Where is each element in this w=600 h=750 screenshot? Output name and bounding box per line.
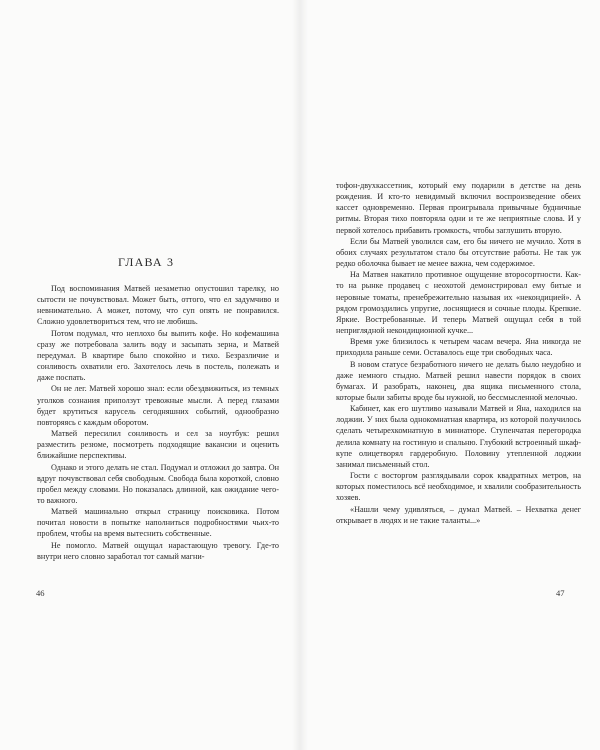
paragraph: На Матвея накатило противное ощущение второсортности. Как-то на рынке продавец с неохотой демонстрировал ему битые и неровные томаты, пренебрежительно называя их «некондицией». А рядом громоздились упругие, лоснящиеся и сочные плоды. Крепкие. Яркие. Востребованные. И теперь Матвей ощущал себя в той неприглядной некондиционной кучке... <box>336 270 581 336</box>
page-number-left: 46 <box>36 588 45 598</box>
paragraph: Матвей машинально открыл страницу поисковика. Потом почитал новости в попытке наполниться подробностями чьих-то проблем, чтобы на время вытеснить собственные. <box>37 507 279 539</box>
paragraph: «Нашли чему удивляться, – думал Матвей. – Нехватка денег открывает в людях и не такие таланты...» <box>336 504 581 525</box>
paragraph: Он не лег. Матвей хорошо знал: если обездвижиться, из темных уголков сознания приползут тревожные мысли. А перед глазами будет крутиться карусель сегодняшних событий, однообразно повторяясь с каждым оборотом. <box>37 384 279 427</box>
chapter-title: ГЛАВА 3 <box>118 255 175 269</box>
paragraph: Матвей пересилил сонливость и сел за ноутбук: решил разместить резюме, посмотреть подходящие вакансии и оценить ближайшие перспективы. <box>37 429 279 461</box>
paragraph: Потом подумал, что неплохо бы выпить кофе. Но кофемашина сразу же потребовала залить воду и засыпать зерна, и Матвей передумал. В квартире было спокойно и тихо. Безразличие и сонливость охватили его. Захотелось лечь в постель, полежать и даже поспать. <box>37 328 279 383</box>
paragraph: Не помогло. Матвей ощущал нарастающую тревогу. Где-то внутри него словно заработал тот самый магни- <box>37 540 279 561</box>
paragraph: Кабинет, как его шутливо называли Матвей и Яна, находился на лоджии. У них была однокомнатная квартира, из которой получилось сделать четырехкомнатную в миниатюре. Ступенчатая перегородка делила комнату на гостиную и спальню. Глубокий встроенный шкаф-купе олицетворял гардеробную. Половину утепленной лоджии занимал письменный стол. <box>336 404 581 469</box>
right-page <box>300 0 600 750</box>
right-page-text <box>336 180 581 526</box>
paragraph: Однако и этого делать не стал. Подумал и отложил до завтра. Он вдруг почувствовал себя свободным. Свобода была короткой, словно пробел между словами. Но показалась длинной, как ожидание чего-то важного. <box>37 462 279 505</box>
paragraph: Гости с восторгом разглядывали сорок квадратных метров, на которых поместилось всё необходимое, и хвалили сообразительность хозяев. <box>336 471 581 503</box>
paragraph: Под воспоминания Матвей незаметно опустошил тарелку, но сытости не почувствовал. Может быть, оттого, что ел задумчиво и невнимательно. А может, потому, что суп опять не понравился. Сложно удовлетвориться тем, что не любишь. <box>37 284 279 327</box>
page-number-right: 47 <box>556 588 565 598</box>
paragraph: В новом статусе безработного ничего не делать было неудобно и даже немного стыдно. Матвей решил навести порядок в своих бумагах. И разобрать, наконец, два ящика письменного стола, которые были забиты вроде бы нужной, но бессмысленной мелочью. <box>336 359 581 402</box>
left-page-text <box>37 283 279 562</box>
paragraph: Время уже близилось к четырем часам вечера. Яна никогда не приходила раньше семи. Оставалось еще три свободных часа. <box>336 337 581 358</box>
paragraph: Если бы Матвей уволился сам, его бы ничего не мучило. Хотя в обоих случаях результатом стало бы отсутствие работы. Не так уж редко оболочка бывает не менее важна, чем содержимое. <box>336 236 581 269</box>
paragraph-continued: тофон-двухкассетник, который ему подарили в детстве на день рождения. И кто-то невидимый включил воспроизведение обеих кассет одновременно. Первая проигрывала привычные будничные ритмы. Вторая тихо повторяла одни и те же неприятные слова. И у первой хотелось прибавить громкость, чтобы заглушить вторую. <box>336 181 581 235</box>
